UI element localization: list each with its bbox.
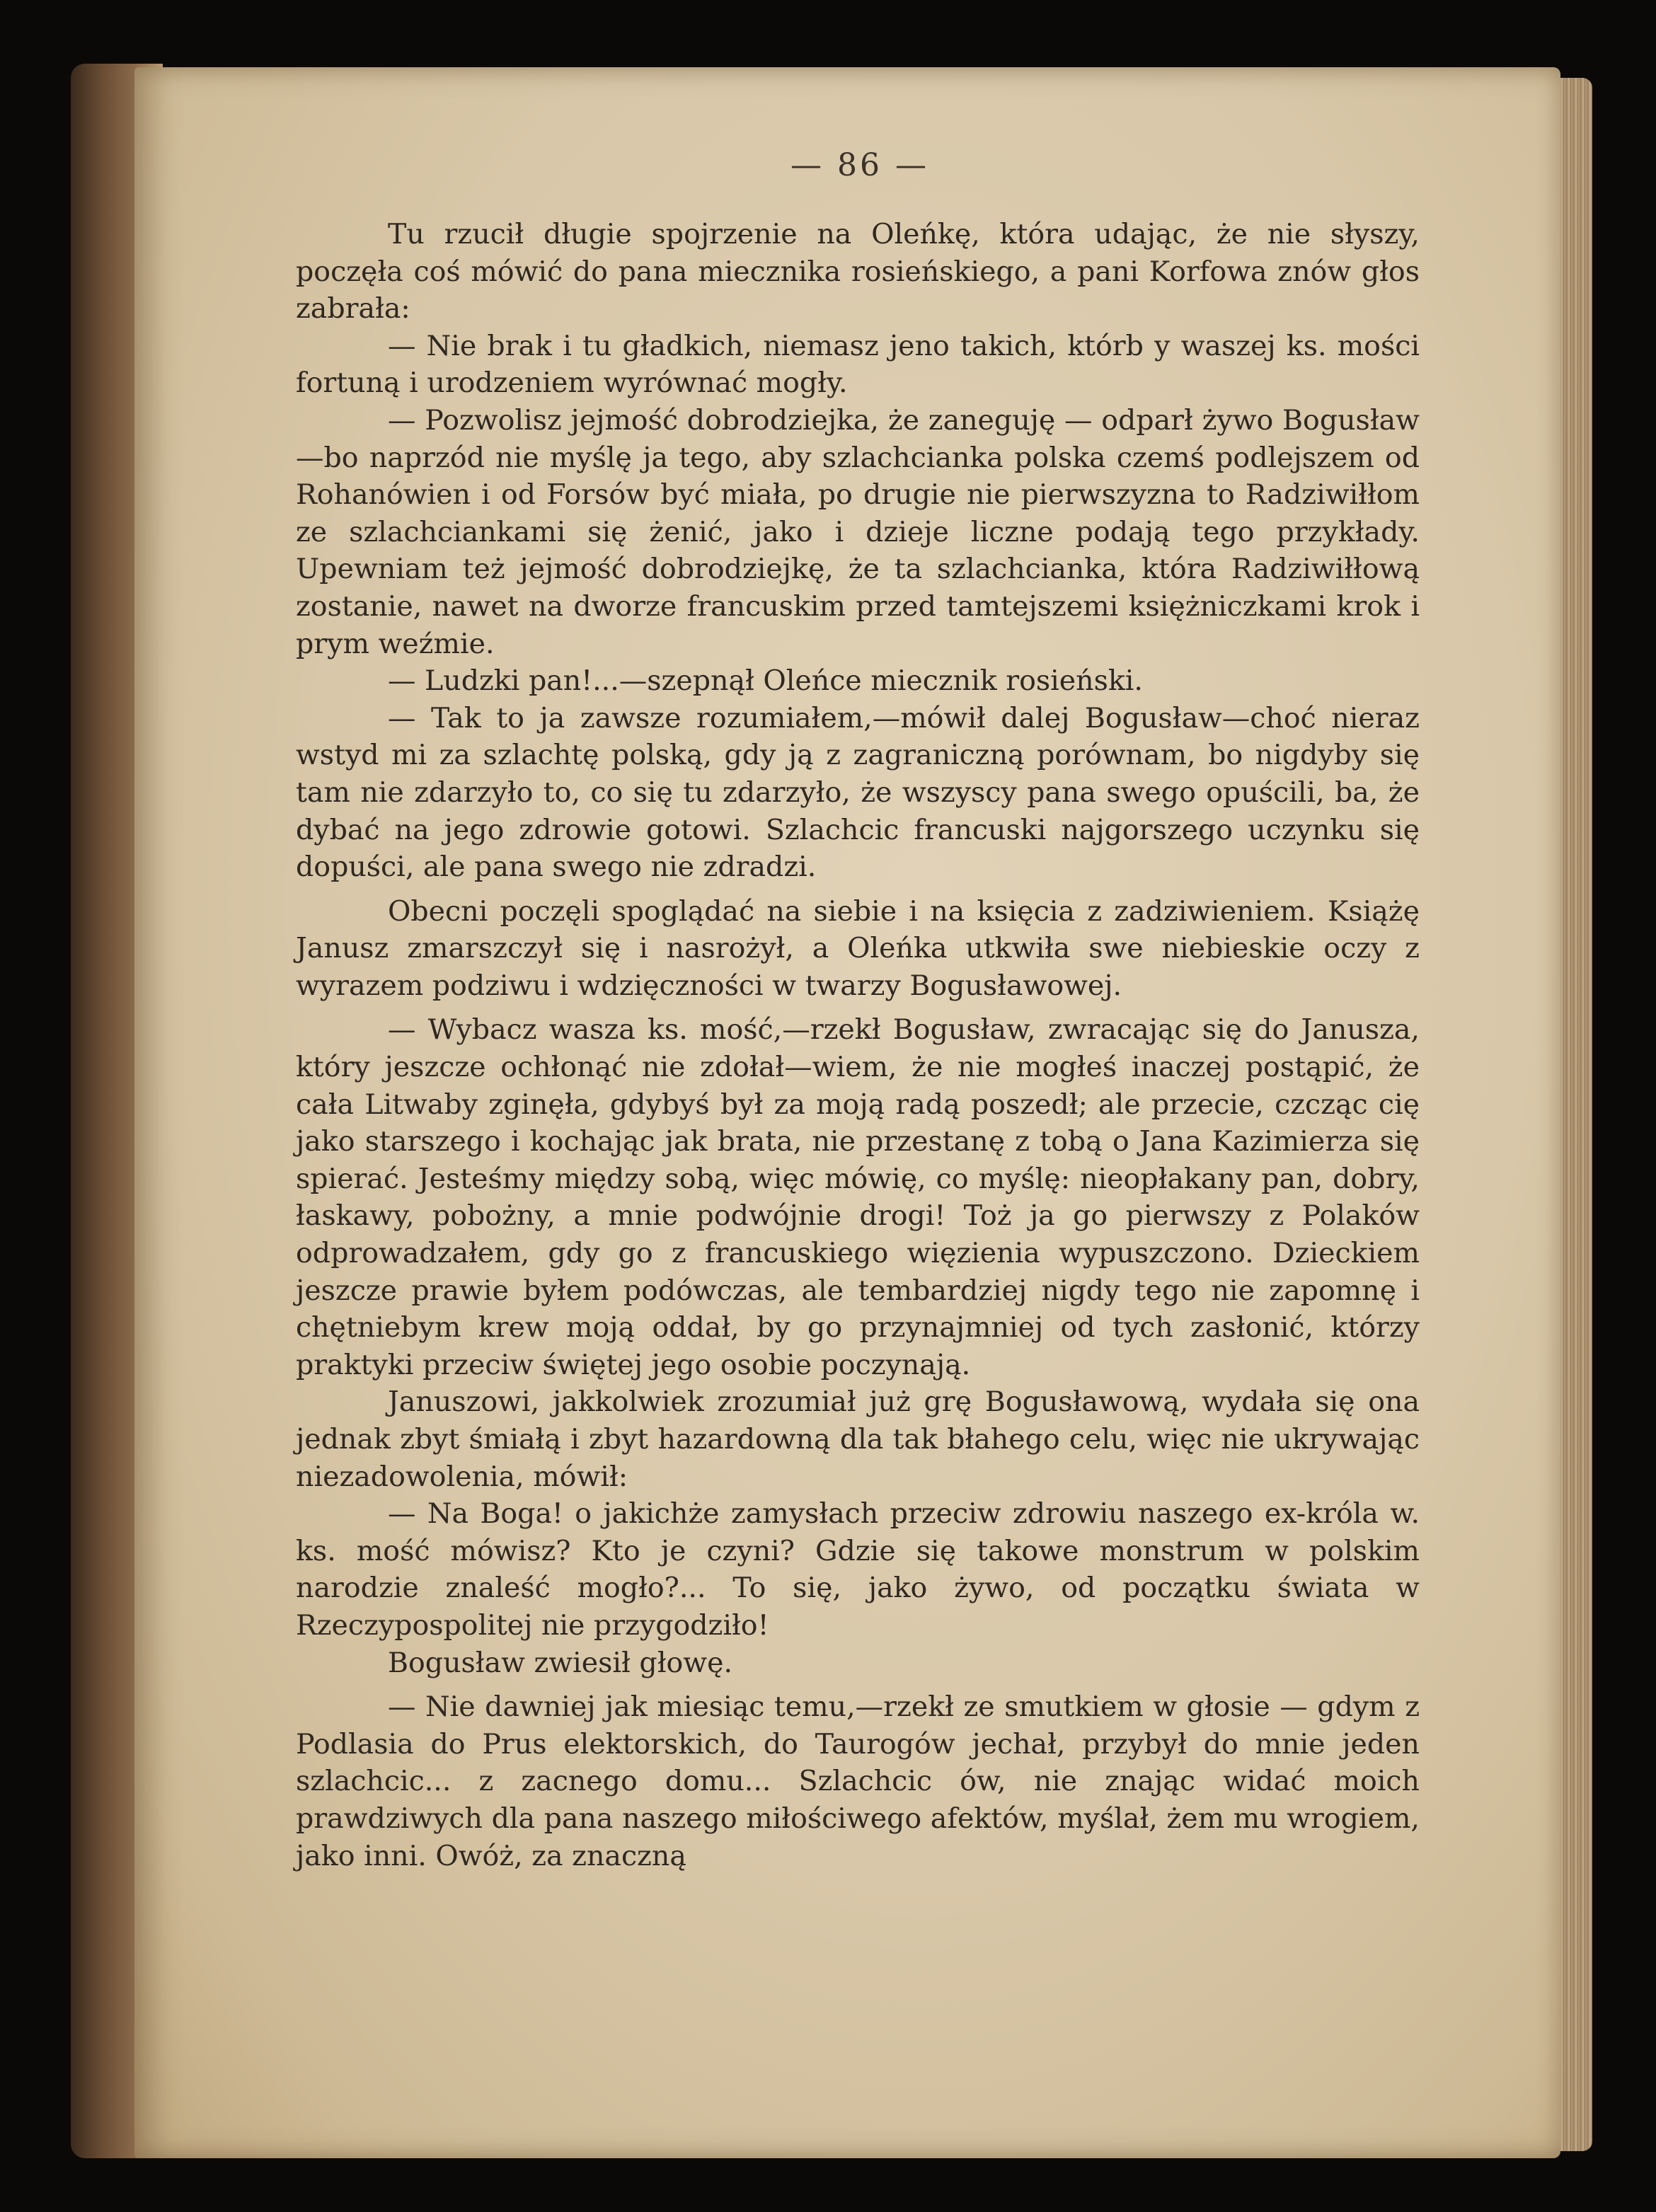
page-number: — 86 — <box>790 147 929 183</box>
paragraph: — Tak to ja zawsze rozumiałem,—mówił dalej Bogusław—choć nieraz wstyd mi za szlachtę polską, gdy ją z zagraniczną porównam, bo nigdyby się tam nie zdarzyło to, co się tu zdarzyło, że wszyscy pana swego opuścili, ba, że dybać na jego zdrowie gotowi. Szlachcic francuski najgorszego uczynku się dopuści, ale pana swego nie zdradzi. <box>296 701 1420 884</box>
paragraph: Januszowi, jakkolwiek zrozumiał już grę Bogusławową, wydała się ona jednak zbyt śmiałą i zbyt hazardowną dla tak błahego celu, więc nie ukrywając niezadowolenia, mówił: <box>296 1386 1420 1493</box>
paragraph: Obecni poczęli spoglądać na siebie i na księcia z zadziwieniem. Książę Janusz zmarszczył się i nasrożył, a Oleńka utkwiła swe niebieskie oczy z wyrazem podziwu i wdzięczności w twarzy Bogusławowej. <box>296 894 1420 1002</box>
body-text <box>296 216 1420 1874</box>
paragraph: — Nie dawniej jak miesiąc temu,—rzekł ze smutkiem w głosie — gdym z Podlasia do Prus elektorskich, do Taurogów jechał, przybył do mnie jeden szlachcic... z zacnego domu... Szlachcic ów, nie znając widać moich prawdziwych dla pana naszego miłościwego afektów, myślał, żem mu wrogiem, jako inni. Owóż, za znaczną <box>296 1690 1420 1872</box>
paragraph: — Nie brak i tu gładkich, niemasz jeno takich, którb y waszej ks. mości fortuną i urodzeniem wyrównać mogły. <box>296 329 1420 400</box>
paragraph: Bogusław zwiesił głowę. <box>388 1646 733 1679</box>
paragraph: — Ludzki pan!...—szepnął Oleńce miecznik rosieński. <box>388 664 1143 698</box>
paragraph: — Wybacz wasza ks. mość,—rzekł Bogusław, zwracając się do Janusza, który jeszcze ochłonąć nie zdołał—wiem, że nie mogłeś inaczej postąpić, że cała Litwaby zginęła, gdybyś był za moją radą poszedł; ale przecie, czcząc cię jako starszego i kochając jak brata, nie przestanę z tobą o Jana Kazimierza się spierać. Jesteśmy między sobą, więc mówię, co myślę: nieopłakany pan, dobry, łaskawy, pobożny, a mnie podwójnie drogi! Toż ja go pierwszy z Polaków odprowadzałem, gdy go z francuskiego więzienia wypuszczono. Dzieckiem jeszcze prawie byłem podówczas, ale tembardziej nigdy tego nie zapomnę i chętniebym krew moją oddał, by go przynajmniej od tych zasłonić, którzy praktyki przeciw świętej jego osobie poczynają. <box>296 1013 1420 1381</box>
paragraph: Tu rzucił długie spojrzenie na Oleńkę, która udając, że nie słyszy, poczęła coś mówić do pana miecznika rosieńskiego, a pani Korfowa znów głos zabrała: <box>296 218 1420 326</box>
paragraph: — Pozwolisz jejmość dobrodziejka, że zaneguję — odparł żywo Bogusław—bo naprzód nie myślę ja tego, aby szlachcianka polska czemś podlejszem od Rohanówien i od Forsów być miała, po drugie nie pierwszyzna to Radziwiłłom ze szlachciankami się żenić, jako i dzieje liczne podają tego przykłady. Upewniam też jejmość dobrodziejkę, że ta szlachcianka, która Radziwiłłową zostanie, nawet na dworze francuskim przed tamtejszemi księżniczkami krok i prym weźmie. <box>296 403 1420 660</box>
paragraph: — Na Boga! o jakichże zamysłach przeciw zdrowiu naszego ex-króla w. ks. mość mówisz? Kto je czyni? Gdzie się takowe monstrum w polskim narodzie znaleść mogło?... To się, jako żywo, od początku świata w Rzeczypospolitej nie przygodziło! <box>296 1497 1420 1642</box>
